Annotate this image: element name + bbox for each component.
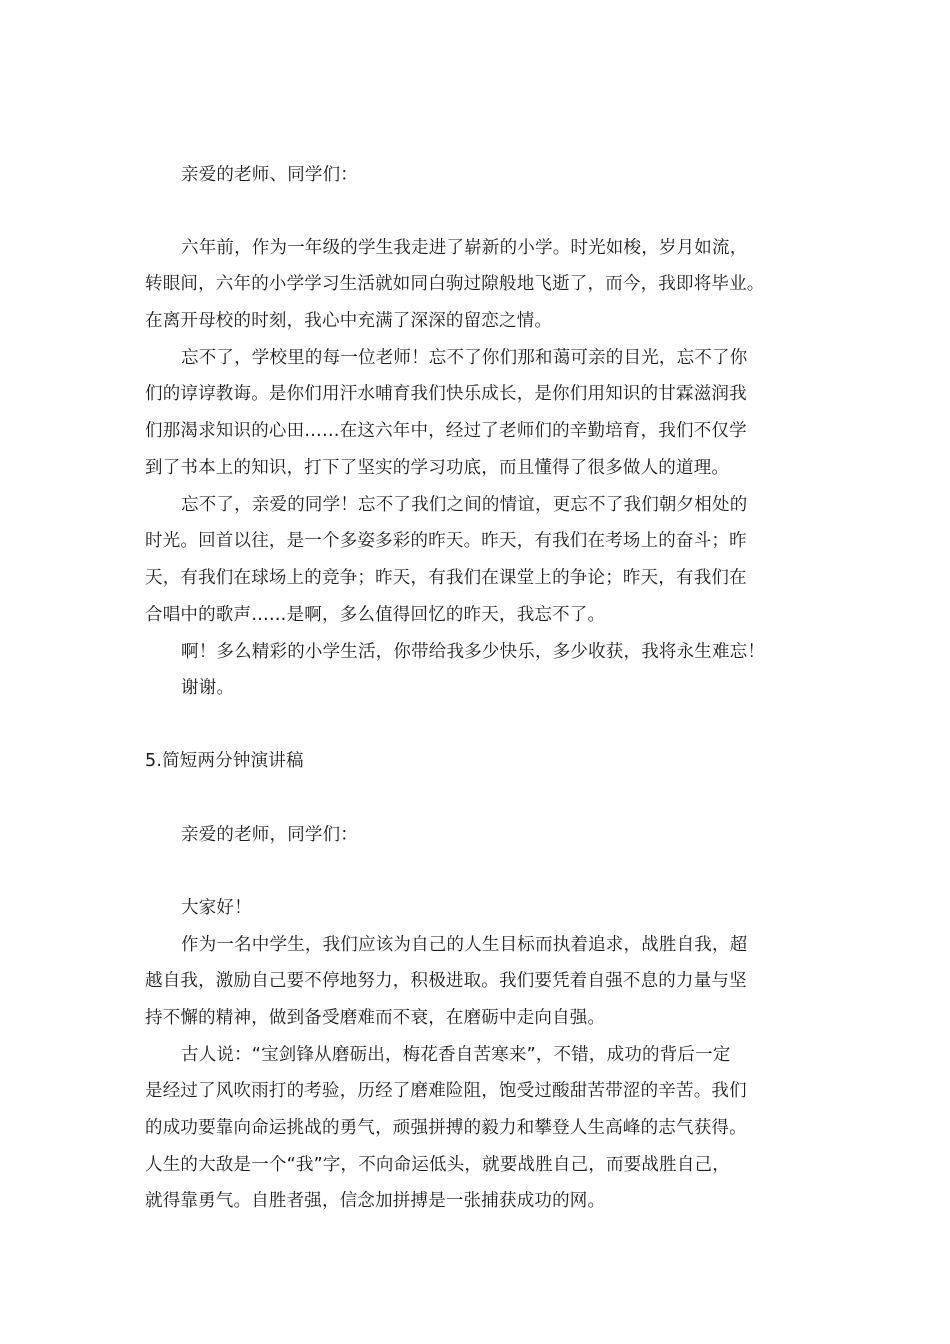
paragraph-line: 持不懈的精神，做到备受磨难而不衰，在磨砺中走向自强。	[145, 1008, 606, 1028]
paragraph-line: 人生的大敌是一个“我”字，不向命运低头，就要战胜自己，而要战胜自己，	[145, 1155, 730, 1175]
closing-thanks: 谢谢。	[181, 678, 235, 698]
paragraph-line: 啊！多么精彩的小学生活，你带给我多少快乐，多少收获，我将永生难忘！	[181, 642, 766, 662]
paragraph-line: 六年前，作为一年级的学生我走进了崭新的小学。时光如梭，岁月如流，	[181, 238, 748, 258]
paragraph-line: 忘不了，学校里的每一位老师！忘不了你们那和蔼可亲的目光，忘不了你	[181, 348, 748, 368]
paragraph-line: 们那渴求知识的心田……在这六年中，经过了老师们的辛勤培育，我们不仅学	[145, 421, 747, 441]
paragraph-line: 忘不了，亲爱的同学！忘不了我们之间的情谊，更忘不了我们朝夕相处的	[181, 495, 748, 515]
paragraph-line: 天，有我们在球场上的竞争；昨天，有我们在课堂上的争论；昨天，有我们在	[145, 568, 747, 588]
paragraph-line: 古人说：“宝剑锋从磨砺出，梅花香自苦寒来”，不错，成功的背后一定	[181, 1045, 731, 1065]
greeting: 大家好！	[181, 898, 252, 918]
paragraph-line: 合唱中的歌声……是啊，多么值得回忆的昨天，我忘不了。	[145, 605, 606, 625]
paragraph-line: 的成功要靠向命运挑战的勇气，顽强拼搏的毅力和攀登人生高峰的志气获得。	[145, 1118, 747, 1138]
section-heading: 5.简短两分钟演讲稿	[145, 751, 304, 771]
paragraph-line: 越自我，激励自己要不停地努力，积极进取。我们要凭着自强不息的力量与坚	[145, 971, 747, 991]
salutation-a: 亲爱的老师、同学们：	[181, 165, 358, 185]
salutation-b: 亲爱的老师，同学们：	[181, 825, 358, 845]
paragraph-line: 们的谆谆教诲。是你们用汗水哺育我们快乐成长，是你们用知识的甘霖滋润我	[145, 384, 747, 404]
paragraph-line: 到了书本上的知识，打下了坚实的学习功底，而且懂得了很多做人的道理。	[145, 458, 730, 478]
paragraph-line: 在离开母校的时刻，我心中充满了深深的留恋之情。	[145, 311, 553, 331]
paragraph-line: 转眼间，六年的小学学习生活就如同白驹过隙般地飞逝了，而今，我即将毕业。	[145, 274, 765, 294]
paragraph-line: 是经过了风吹雨打的考验，历经了磨难险阻，饱受过酸甜苦带涩的辛苦。我们	[145, 1081, 747, 1101]
paragraph-line: 就得靠勇气。自胜者强，信念加拼搏是一张捕获成功的网。	[145, 1191, 606, 1211]
paragraph-line: 时光。回首以往，是一个多姿多彩的昨天。昨天，有我们在考场上的奋斗；昨	[145, 531, 747, 551]
paragraph-line: 作为一名中学生，我们应该为自己的人生目标而执着追求，战胜自我，超	[181, 935, 748, 955]
